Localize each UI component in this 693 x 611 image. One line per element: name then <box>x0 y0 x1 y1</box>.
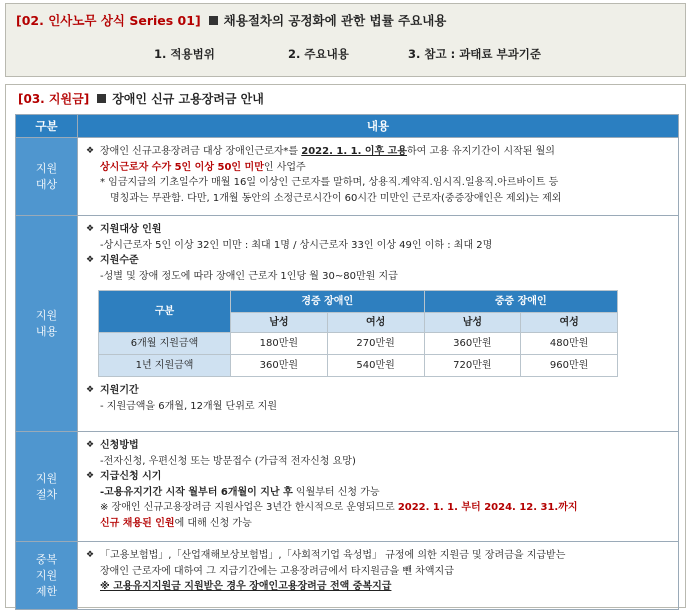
target-note1: * 임금지급의 기초일수가 매월 16일 이상인 근로자를 말하며, 상용직.계약직.임시직.일용직.아르바이트 등 <box>100 177 559 188</box>
header-content: 내용 <box>78 115 679 138</box>
procedure-note-c: 신규 채용된 인원 <box>100 517 175 529</box>
amount-row-label: 1년 지원금액 <box>99 355 231 377</box>
diamond-bullet-icon: ❖ <box>86 146 95 156</box>
list-item <box>86 253 670 269</box>
header-title: 채용절차의 공정화에 관한 법률 주요내용 <box>223 13 447 28</box>
row-restriction <box>16 542 679 610</box>
tab-scope[interactable]: 1. 적용범위 <box>154 47 215 61</box>
diamond-bullet-icon: ❖ <box>86 440 95 450</box>
section-title: 장애인 신규 고용장려금 안내 <box>112 92 264 106</box>
content-restriction <box>78 542 679 610</box>
info-table <box>15 114 679 610</box>
amount-cell: 360만원 <box>231 355 328 377</box>
procedure-note-a: ※ 장애인 신규고용장려금 지원사업은 3년간 한시적으로 운영되므로 <box>100 502 398 513</box>
label-restriction <box>16 542 78 610</box>
restriction-line2: 장애인 근로자에 대하여 그 지급기간에는 고용장려금에서 타지원금을 뺀 차액지급 <box>100 565 454 577</box>
list-item <box>86 383 670 399</box>
amount-cell: 270만원 <box>327 333 424 355</box>
target-line2-b: 인 사업주 <box>263 161 306 173</box>
list-item <box>86 438 670 454</box>
procedure-h1-text: -전자신청, 우편신청 또는 방문접수 (가급적 전자신청 요망) <box>100 455 356 467</box>
table-row <box>99 355 618 377</box>
target-line1-c: 하여 고용 유지기간이 시작된 월의 <box>406 146 555 157</box>
row-procedure <box>16 432 679 542</box>
section-tag: [03. 지원금] <box>18 92 90 106</box>
content-target <box>78 138 679 216</box>
list-item <box>86 222 670 238</box>
tab-main-content[interactable]: 2. 주요내용 <box>288 47 349 61</box>
label-target <box>16 138 78 216</box>
amount-cell: 960만원 <box>521 355 618 377</box>
amount-cell: 180만원 <box>231 333 328 355</box>
square-bullet-icon <box>209 16 218 25</box>
table-row <box>99 333 618 355</box>
label-procedure <box>16 432 78 542</box>
amount-sub-male: 남성 <box>424 313 521 333</box>
target-line1-a: 장애인 신규고용장려금 대상 장애인근로자*를 <box>100 146 302 157</box>
diamond-bullet-icon: ❖ <box>86 255 95 265</box>
amount-table <box>98 290 618 377</box>
main-panel <box>5 84 686 608</box>
amount-cell: 480만원 <box>521 333 618 355</box>
section-title-line <box>18 90 264 107</box>
content-support <box>78 216 679 432</box>
amount-sub-male: 남성 <box>231 313 328 333</box>
restriction-line3: ※ 고용유지지원금 지원받은 경우 장애인고용장려금 전액 중복지급 <box>100 581 392 592</box>
label-content-text: 지원 내용 <box>35 308 58 338</box>
label-target-text: 지원 대상 <box>35 161 58 191</box>
procedure-h2-text-b: 익월부터 신청 가능 <box>292 486 380 498</box>
procedure-note-b: 2022. 1. 1. 부터 2024. 12. 31.까지 <box>397 502 578 513</box>
procedure-h2-text-a: -고용유지기간 시작 월부터 6개월이 지난 후 <box>100 486 293 498</box>
amount-sub-female: 여성 <box>521 313 618 333</box>
content-h3: 지원기간 <box>100 385 139 396</box>
procedure-h2: 지급신청 시기 <box>100 471 162 482</box>
target-line1-b: 2022. 1. 1. 이후 고용 <box>301 146 407 157</box>
content-h2-text: -성별 및 장애 정도에 따라 장애인 근로자 1인당 월 30~80만원 지급 <box>100 270 398 282</box>
row-content <box>16 216 679 432</box>
label-restriction-text: 중복 지원 제한 <box>35 552 58 598</box>
content-procedure <box>78 432 679 542</box>
header-panel <box>5 3 686 77</box>
target-line2-a: 상시근로자 수가 5인 이상 50인 미만 <box>100 161 264 173</box>
row-target <box>16 138 679 216</box>
content-h2: 지원수준 <box>100 255 139 266</box>
procedure-note-d: 에 대해 신청 가능 <box>174 517 252 529</box>
target-note2: 명칭과는 무관함. 다만, 1개월 동안의 소정근로시간이 60시간 미만인 근로자(중증장애인은 제외)는 제외 <box>110 192 562 204</box>
square-bullet-icon <box>97 94 106 103</box>
amount-row-label: 6개월 지원금액 <box>99 333 231 355</box>
procedure-h1: 신청방법 <box>100 440 139 451</box>
tab-penalty-reference[interactable]: 3. 참고 : 과태료 부과기준 <box>408 47 541 61</box>
list-item <box>86 469 670 485</box>
content-h1: 지원대상 인원 <box>100 224 162 235</box>
list-item <box>86 144 670 175</box>
table-header-row <box>16 115 679 138</box>
content-h1-text: -상시근로자 5인 이상 32인 미만 : 최대 1명 / 상시근로자 33인 이상 49인 이하 : 최대 2명 <box>100 239 493 251</box>
list-item <box>86 548 670 595</box>
amount-cell: 540만원 <box>327 355 424 377</box>
amount-group-mild: 경증 장애인 <box>231 291 425 313</box>
amount-cell: 360만원 <box>424 333 521 355</box>
procedure-note <box>86 500 670 531</box>
diamond-bullet-icon: ❖ <box>86 385 95 395</box>
diamond-bullet-icon: ❖ <box>86 550 95 560</box>
content-h3-text: - 지원금액을 6개월, 12개월 단위로 지원 <box>100 400 278 412</box>
diamond-bullet-icon: ❖ <box>86 471 95 481</box>
amount-cell: 720만원 <box>424 355 521 377</box>
label-content <box>16 216 78 432</box>
restriction-line1: 「고용보험법」,「산업재해보상보험법」,「사회적기업 육성법」 규정에 의한 지원금 및 장려금을 지급받는 <box>100 550 566 561</box>
procedure-h2-text-line <box>86 485 670 501</box>
series-tag: [02. 인사노무 상식 Series 01] <box>16 13 201 28</box>
amount-sub-female: 여성 <box>327 313 424 333</box>
label-procedure-text: 지원 절차 <box>35 471 58 501</box>
header-category: 구분 <box>16 115 78 138</box>
diamond-bullet-icon: ❖ <box>86 224 95 234</box>
header-title-line <box>16 11 446 29</box>
amount-corner: 구분 <box>99 291 231 333</box>
amount-group-severe: 중증 장애인 <box>424 291 618 313</box>
